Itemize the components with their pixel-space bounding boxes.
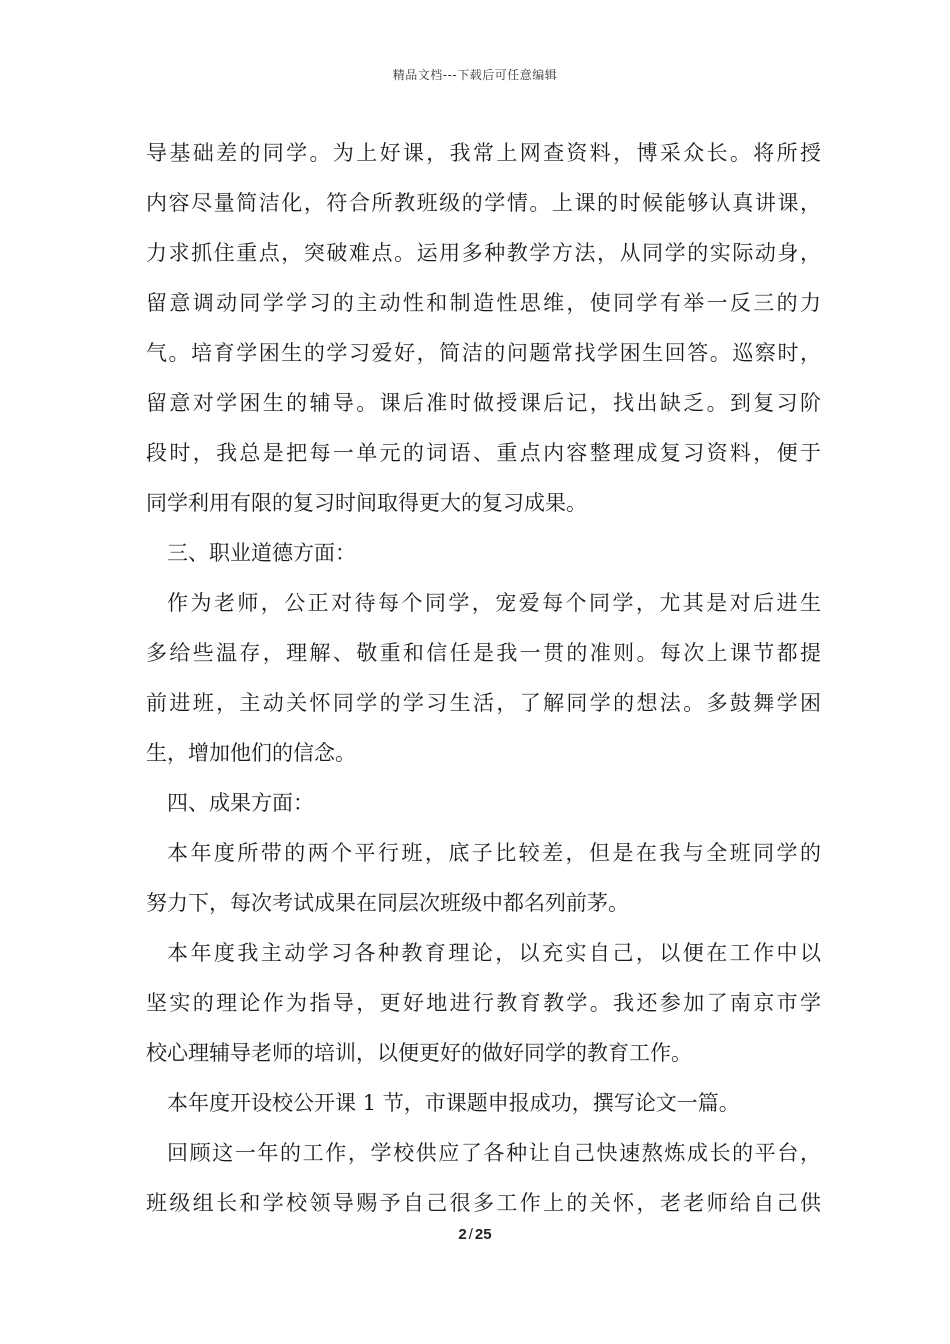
text-line: 多给些温存，理解、敬重和信任是我一贯的准则。每次上课节都提 [146, 641, 821, 665]
text-line: 班级组长和学校领导赐予自己很多工作上的关怀，老老师给自己供 [146, 1191, 821, 1215]
text-line: 段时，我总是把每一单元的词语、重点内容整理成复习资料，便于 [146, 441, 821, 465]
text-line: 坚实的理论作为指导，更好地进行教育教学。我还参加了南京市学 [146, 991, 821, 1015]
text-line: 生，增加他们的信念。 [146, 741, 356, 765]
document-body [146, 128, 821, 1228]
text-line: 同学利用有限的复习时间取得更大的复习成果。 [146, 491, 587, 515]
text-line: 本年度我主动学习各种教育理论，以充实自己，以便在工作中以 [167, 941, 821, 965]
section-heading: 四、成果方面： [167, 791, 314, 815]
page-header: 精品文档---下载后可任意编辑 [392, 68, 558, 82]
text-line: 前进班，主动关怀同学的学习生活，了解同学的想法。多鼓舞学困 [146, 691, 821, 715]
text-line: 校心理辅导老师的培训，以便更好的做好同学的教育工作。 [146, 1041, 692, 1065]
text-line: 留意调动同学学习的主动性和制造性思维，使同学有举一反三的力 [146, 291, 821, 315]
page-number [0, 1226, 950, 1243]
text-line: 作为老师，公正对待每个同学，宠爱每个同学，尤其是对后进生 [167, 591, 821, 615]
text-line: 导基础差的同学。为上好课，我常上网查资料，博采众长。将所授 [146, 141, 821, 165]
section-heading: 三、职业道德方面： [167, 541, 356, 565]
text-line: 留意对学困生的辅导。课后准时做授课后记，找出缺乏。到复习阶 [146, 391, 821, 415]
text-line: 本年度开设校公开课 1 节，市课题申报成功，撰写论文一篇。 [167, 1091, 740, 1115]
text-line: 本年度所带的两个平行班，底子比较差，但是在我与全班同学的 [167, 841, 821, 865]
total-pages: 25 [474, 1226, 492, 1243]
text-line: 回顾这一年的工作，学校供应了各种让自己快速熬炼成长的平台， [167, 1141, 821, 1165]
text-line: 气。培育学困生的学习爱好，简洁的问题常找学困生回答。巡察时， [146, 341, 821, 365]
text-line: 内容尽量简洁化，符合所教班级的学情。上课的时候能够认真讲课， [146, 191, 821, 215]
current-page: 2 [458, 1226, 467, 1243]
text-line: 努力下，每次考试成果在同层次班级中都名列前茅。 [146, 891, 629, 915]
text-line: 力求抓住重点，突破难点。运用多种教学方法，从同学的实际动身， [146, 241, 821, 265]
page-separator: / [468, 1226, 473, 1243]
